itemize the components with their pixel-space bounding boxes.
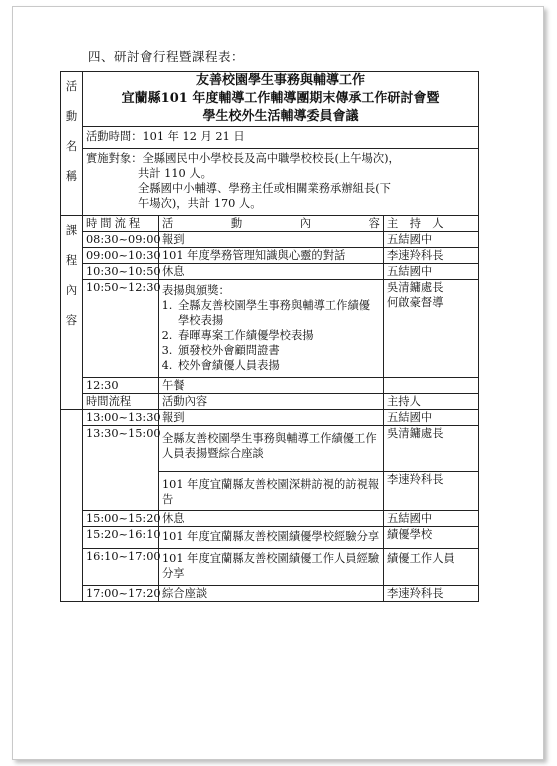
activity-time: 活動時間：101 年 12 月 21 日 bbox=[83, 127, 479, 149]
title-row bbox=[61, 72, 479, 127]
table-row: 09:00~10:30 101 年度學務管理知識與心靈的對話 李速羚科長 bbox=[61, 248, 479, 264]
table-row: 08:30~09:00 報到 五結國中 bbox=[61, 232, 479, 248]
table-row: 15:20~16:10 101 年度宜蘭縣友善校園績優學校經驗分享 績優學校 bbox=[61, 527, 479, 549]
header-host: 主 持 人 bbox=[384, 216, 479, 232]
header-time: 時間流程 bbox=[83, 216, 159, 232]
award-host: 吳清鏞處長 何啟豪督導 bbox=[384, 280, 479, 378]
table-row: 13:00~13:30 報到 五結國中 bbox=[61, 410, 479, 426]
list-item: 3. 頒發校外會顧問證書 bbox=[176, 343, 380, 358]
audience: 實施對象：全縣國民中小學校長及高中職學校校長(上午場次)， 共計 110 人。 全縣國中小輔導、學務主任或相關業務承辦組長(下 午場次)，共計 170 人。 bbox=[83, 149, 479, 216]
side-label-activity-name: 活 動 名 稱 bbox=[61, 72, 83, 216]
table-row: 13:30~15:00 全縣友善校園學生事務與輔導工作績優工作人員表揚暨綜合座談 吳清鏞處長 bbox=[61, 426, 479, 472]
list-item: 1. 全縣友善校園學生事務與輔導工作績優學校表揚 bbox=[176, 298, 380, 328]
header-content: 活 動 內 容 bbox=[159, 216, 384, 232]
morning-header-row bbox=[61, 216, 479, 232]
table-row: 16:10~17:00 101 年度宜蘭縣友善校園績優工作人員經驗分享 績優工作人員 bbox=[61, 549, 479, 586]
audience-row bbox=[61, 149, 479, 216]
list-item: 4. 校外會績優人員表揚 bbox=[176, 358, 380, 373]
side-label-course: 課 程 內 容 bbox=[61, 216, 83, 410]
schedule-table bbox=[60, 71, 479, 602]
afternoon-header-row: 時間流程 活動內容 主持人 bbox=[61, 394, 479, 410]
award-row: 10:50~12:30 表揚與頒獎： 1. 全縣友善校園學生事務與輔導工作績優學校表揚 2. 春暉專案工作績優學校表揚 3. 頒發校外會顧問證書 4. 校外會績優人員表揚 吳清鏞處長 何啟豪督導 bbox=[61, 280, 479, 378]
list-item: 2. 春暉專案工作績優學校表揚 bbox=[176, 328, 380, 343]
table-row: 17:00~17:20 綜合座談 李速羚科長 bbox=[61, 586, 479, 602]
table-row: 10:30~10:50 休息 五結國中 bbox=[61, 264, 479, 280]
event-title: 友善校園學生事務與輔導工作 宜蘭縣101 年度輔導工作輔導團期末傳承工作研討會暨 學生校外生活輔導委員會議 bbox=[83, 72, 479, 127]
section-heading: 四、研討會行程暨課程表： bbox=[88, 49, 245, 64]
activity-time-row bbox=[61, 127, 479, 149]
lunch-row: 12:30 午餐 bbox=[61, 378, 479, 394]
table-row: 101 年度宜蘭縣友善校園深耕訪視的訪視報告 李速羚科長 bbox=[61, 472, 479, 511]
table-row: 15:00~15:20 休息 五結國中 bbox=[61, 511, 479, 527]
award-content: 表揚與頒獎： 1. 全縣友善校園學生事務與輔導工作績優學校表揚 2. 春暉專案工作績優學校表揚 3. 頒發校外會顧問證書 4. 校外會績優人員表揚 bbox=[159, 280, 384, 378]
